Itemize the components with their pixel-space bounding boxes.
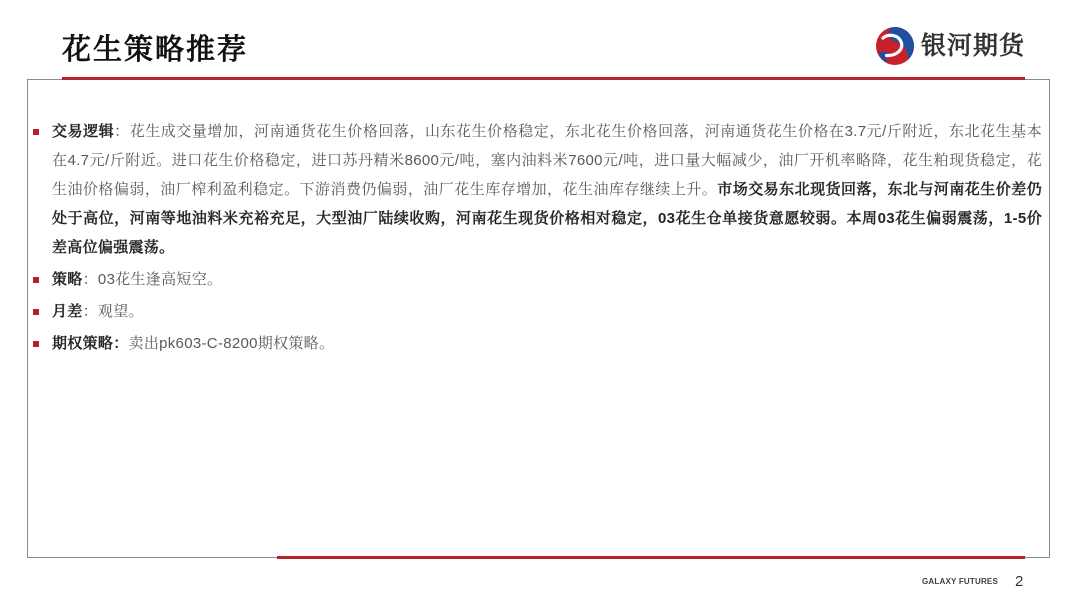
- bullet-option-strategy: [33, 329, 1042, 358]
- galaxy-swirl-logo-icon: [874, 25, 916, 67]
- red-square-bullet-icon: [33, 129, 39, 135]
- bullet-text: 花生成交量增加，河南通货花生价格回落，山东花生价格稳定，东北花生价格回落，河南通货花生价格在3.7元/斤附近，东北花生基本在4.7元/斤附近。进口花生价格稳定，进口苏丹精米8600元/吨，塞内油料米7600元/吨，进口量大幅减少，油厂开机率略降，花生粕现货稳定，花生油价格偏弱，油厂榨利盈利稳定。下游消费仍偏弱，油厂花生库存增加，花生油库存继续上升。: [52, 123, 1042, 198]
- bullet-strategy: [33, 265, 1042, 294]
- bullet-emphasis-text: 市场交易东北现货回落，东北与河南花生价差仍处于高位，河南等地油料米充裕充足，大型油厂陆续收购，河南花生现货价格相对稳定，03花生仓单接货意愿较弱。本周03花生偏弱震荡，1-5价差高位偏强震荡。: [52, 181, 1042, 256]
- bullet-month-spread: [33, 297, 1042, 326]
- logo-wordmark: 银河期货: [921, 32, 1026, 60]
- bullet-separator: ：: [82, 303, 98, 320]
- bullet-separator: ：: [114, 123, 130, 140]
- bullet-trading-logic: [33, 117, 1042, 262]
- footer-divider: [277, 556, 1025, 559]
- page-number: 2: [1015, 573, 1024, 590]
- red-square-bullet-icon: [33, 277, 39, 283]
- bullet-label: 月差: [52, 303, 83, 320]
- bullet-text: 观望。: [97, 303, 144, 320]
- page-title: 花生策略推荐: [62, 34, 249, 66]
- red-square-bullet-icon: [33, 309, 39, 315]
- bullet-label: 期权策略：: [52, 335, 129, 352]
- bullet-text: 卖出pk603-C-8200期权策略。: [128, 335, 335, 352]
- header-divider: [62, 77, 1025, 80]
- company-logo: [874, 25, 1025, 67]
- red-square-bullet-icon: [33, 341, 39, 347]
- bullet-label: 策略: [52, 271, 83, 288]
- bullet-label: 交易逻辑: [52, 123, 115, 140]
- footer-brand: GALAXY FUTURES: [922, 577, 998, 586]
- strategy-list: [33, 117, 1042, 361]
- bullet-text: 03花生逢高短空。: [97, 271, 223, 288]
- bullet-separator: ：: [82, 271, 98, 288]
